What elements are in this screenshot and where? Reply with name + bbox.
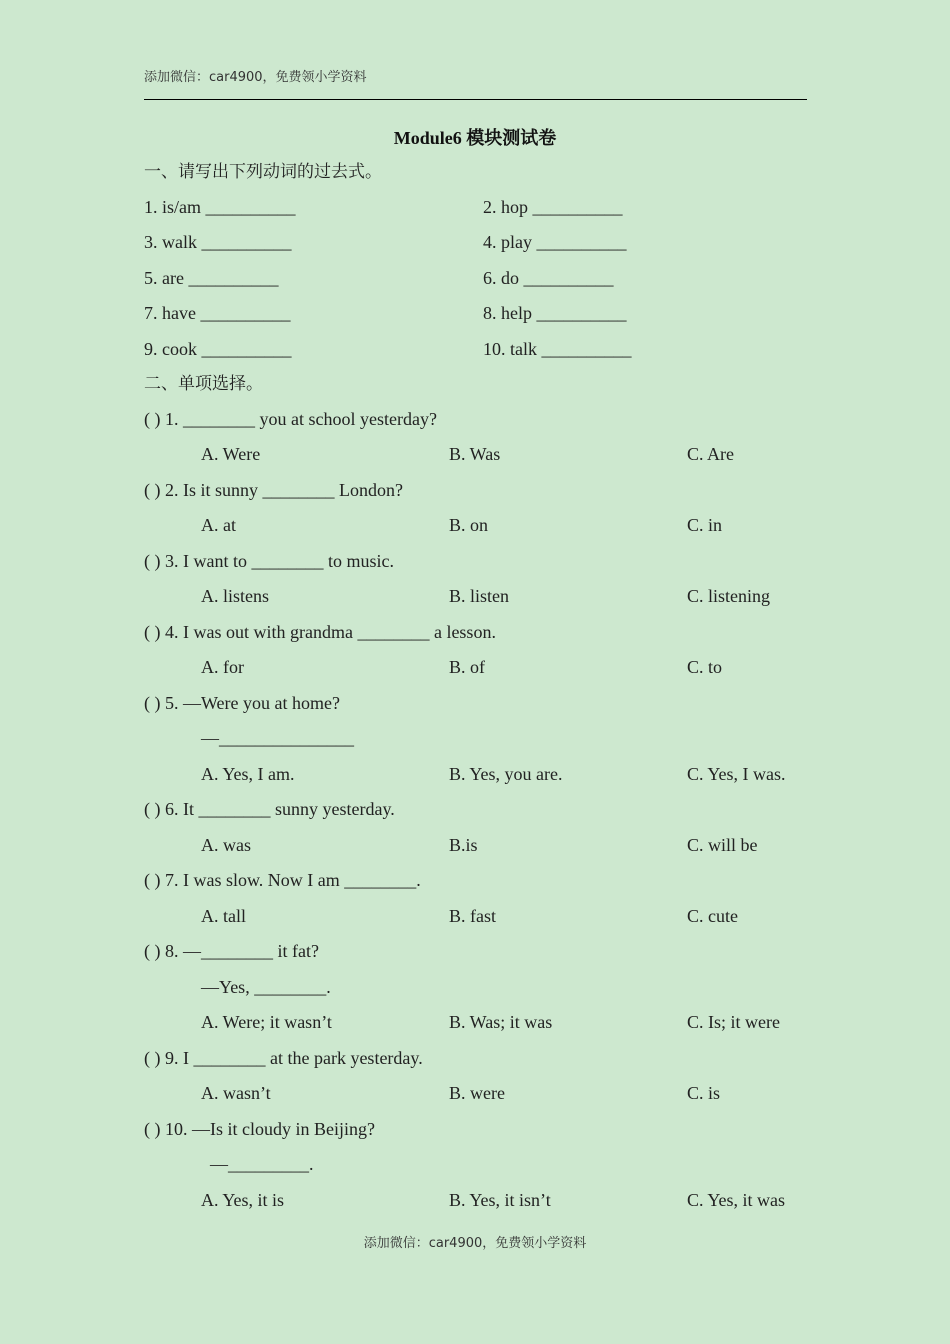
option-b: B. of: [449, 657, 485, 677]
option-a: A. Yes, I am.: [201, 764, 295, 784]
verb-item: 9. cook __________: [144, 339, 292, 359]
verb-item: 7. have __________: [144, 303, 291, 323]
option-c: C. in: [687, 515, 723, 535]
question-stem: ( ) 1. ________ you at school yesterday?: [144, 409, 437, 429]
verb-item: 10. talk __________: [483, 339, 632, 359]
option-c: C. Are: [687, 444, 734, 464]
verb-item: 8. help __________: [483, 303, 627, 323]
verb-item: 3. walk __________: [144, 232, 292, 252]
option-b: B. Was; it was: [449, 1012, 553, 1032]
section2-heading: 二、单项选择。: [144, 374, 263, 394]
option-b: B.is: [449, 835, 478, 855]
question-stem: ( ) 3. I want to ________ to music.: [144, 551, 394, 571]
question-stem: ( ) 6. It ________ sunny yesterday.: [144, 799, 395, 819]
option-c: C. Yes, it was: [687, 1190, 786, 1210]
header-rule: [144, 99, 807, 100]
verb-item: 2. hop __________: [483, 197, 623, 217]
answer-line: —_______________: [201, 728, 354, 748]
verb-item: 5. are __________: [144, 268, 279, 288]
option-c: C. is: [687, 1083, 721, 1103]
option-b: B. were: [449, 1083, 505, 1103]
option-b: B. Was: [449, 444, 501, 464]
section1-heading: 一、请写出下列动词的过去式。: [144, 162, 382, 182]
verb-item: 6. do __________: [483, 268, 614, 288]
option-b: B. on: [449, 515, 489, 535]
option-a: A. Were: [201, 444, 261, 464]
option-c: C. Is; it were: [687, 1012, 780, 1032]
answer-line: —_________.: [210, 1154, 314, 1174]
verb-item: 4. play __________: [483, 232, 627, 252]
option-a: A. at: [201, 515, 236, 535]
question-stem: ( ) 10. —Is it cloudy in Beijing?: [144, 1119, 375, 1139]
question-stem: ( ) 5. —Were you at home?: [144, 693, 340, 713]
option-c: C. will be: [687, 835, 758, 855]
option-a: A. Yes, it is: [201, 1190, 285, 1210]
option-a: A. for: [201, 657, 244, 677]
option-b: B. Yes, it isn’t: [449, 1190, 551, 1210]
header-note: 添加微信：car4900，免费领小学资料: [144, 70, 367, 85]
question-stem: ( ) 4. I was out with grandma ________ a lesson.: [144, 622, 496, 642]
option-a: A. tall: [201, 906, 246, 926]
option-c: C. to: [687, 657, 723, 677]
option-a: A. wasn’t: [201, 1083, 271, 1103]
page-title: Module6 模块测试卷: [393, 128, 557, 148]
option-b: B. fast: [449, 906, 496, 926]
question-stem: ( ) 9. I ________ at the park yesterday.: [144, 1048, 423, 1068]
option-b: B. listen: [449, 586, 510, 606]
option-a: A. was: [201, 835, 251, 855]
option-a: A. Were; it wasn’t: [201, 1012, 332, 1032]
verb-item: 1. is/am __________: [144, 197, 296, 217]
question-stem: ( ) 2. Is it sunny ________ London?: [144, 480, 403, 500]
option-a: A. listens: [201, 586, 270, 606]
question-stem: ( ) 7. I was slow. Now I am ________.: [144, 870, 421, 890]
option-c: C. cute: [687, 906, 738, 926]
footer-note: 添加微信：car4900，免费领小学资料: [363, 1236, 587, 1251]
question-stem: ( ) 8. —________ it fat?: [144, 941, 319, 961]
option-b: B. Yes, you are.: [449, 764, 563, 784]
answer-line: —Yes, ________.: [201, 977, 331, 997]
option-c: C. Yes, I was.: [687, 764, 786, 784]
option-c: C. listening: [687, 586, 771, 606]
